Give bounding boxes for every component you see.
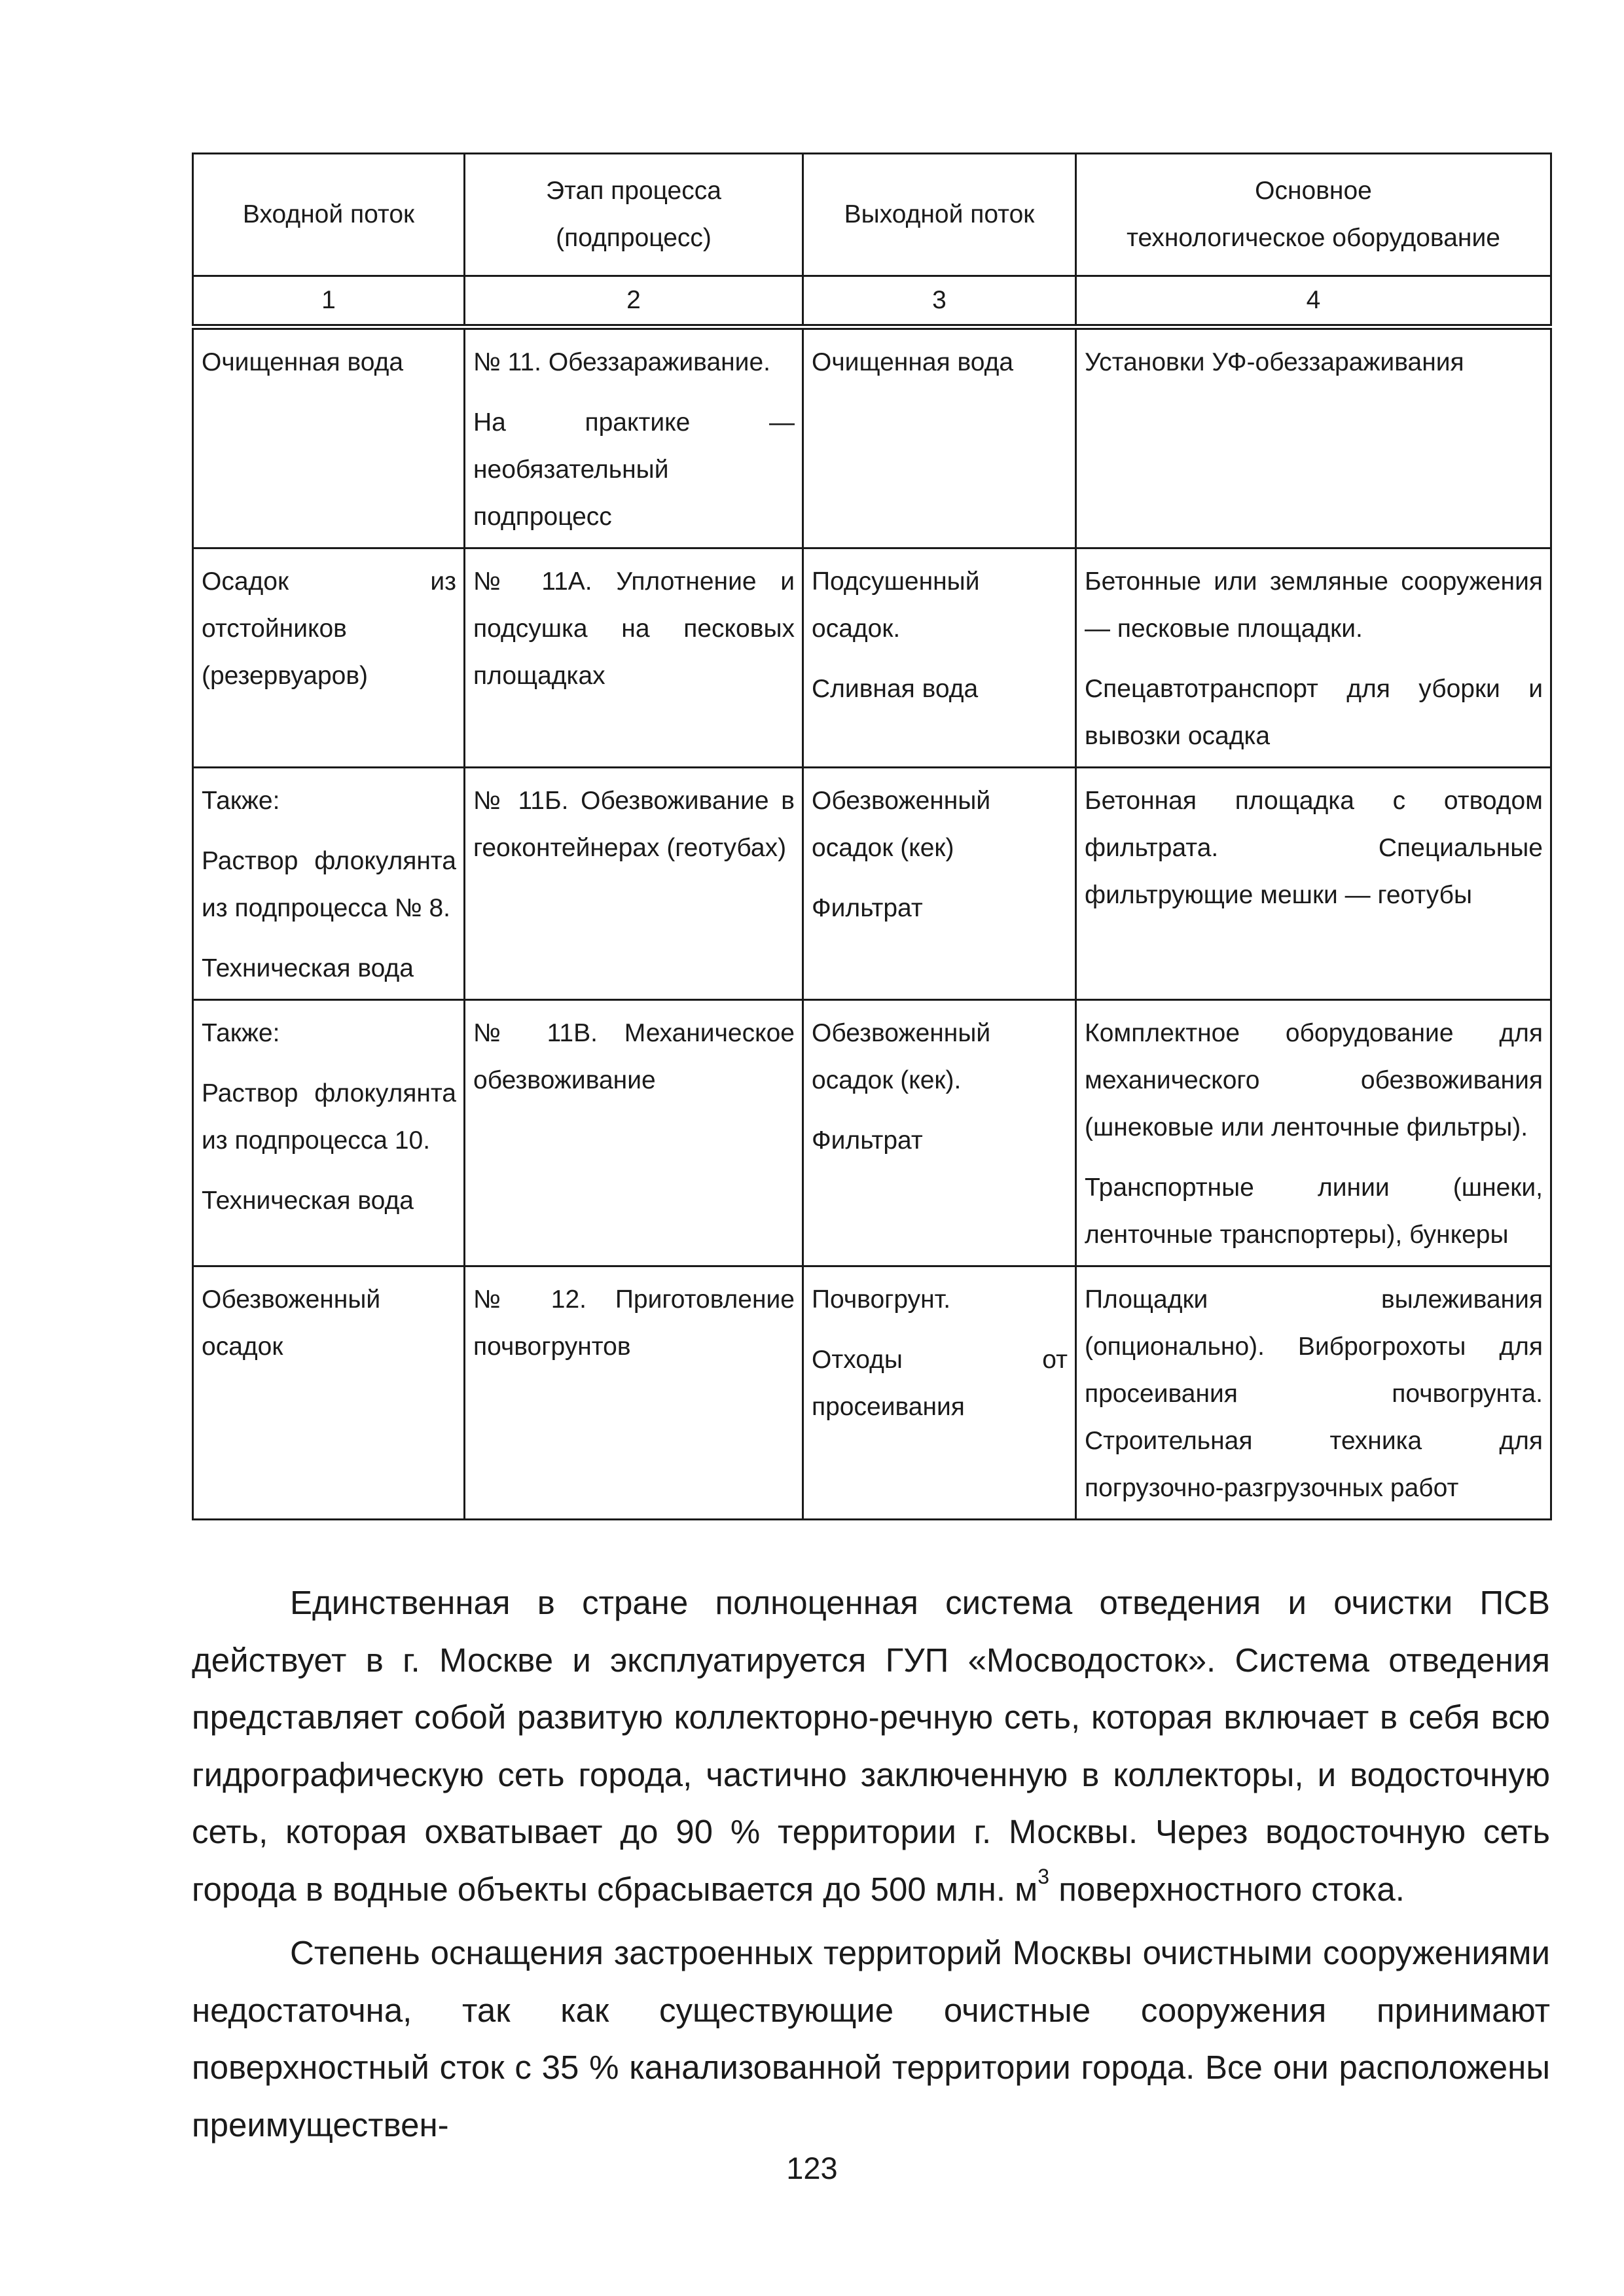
table-row xyxy=(193,548,1551,768)
output-cell: Подсушенный осадок. Сливная вода xyxy=(803,548,1076,768)
input-cell: Осадок из отстойников (резервуаров) xyxy=(193,548,465,768)
process-table xyxy=(192,152,1552,1520)
column-number: 4 xyxy=(1076,276,1551,327)
table-header-row xyxy=(193,154,1551,276)
body-paragraph: Единственная в стране полноценная система отведения и очистки ПСВ действует в г. Москве и эксплуатируется ГУП «Мосводосток». Система отведения представляет собой развитую коллекторно-речную сеть, которая включает в себя всю гидрографическую сеть города, частично заключенную в коллекторы, и водосточную сеть, которая охватывает до 90 % территории г. Москвы. Через водосточную сеть города в водные объекты сбрасывается до 500 млн. $м^3$ поверхностного стока. xyxy=(192,1584,1550,1908)
equipment-cell: Площадки вылеживания (опционально). Виброгрохоты для просеивания почвогрунта. Строительная техника для погрузочно-разгрузочных работ xyxy=(1076,1266,1551,1520)
header-process-stage: Этап процесса (подпроцесс) xyxy=(465,154,803,276)
header-equipment: Основное технологическое оборудование xyxy=(1076,154,1551,276)
input-cell: Также: Раствор флокулянта из подпроцесса 10. Техническая вода xyxy=(193,1000,465,1266)
body-text xyxy=(192,1574,1550,2153)
stage-cell: № 11Б. Обезвоживание в геоконтейнерах (геотубах) xyxy=(465,768,803,1000)
stage-cell: № 11А. Уплотнение и подсушка на песковых площадках xyxy=(465,548,803,768)
page-number: 123 xyxy=(786,2151,838,2185)
column-number: 3 xyxy=(803,276,1076,327)
column-number: 1 xyxy=(193,276,465,327)
table-row xyxy=(193,327,1551,548)
column-number-row xyxy=(193,276,1551,327)
header-output-flow: Выходной поток xyxy=(803,154,1076,276)
output-cell: Обезвоженный осадок (кек). Фильтрат xyxy=(803,1000,1076,1266)
table-row xyxy=(193,1000,1551,1266)
input-cell: Очищенная вода xyxy=(193,327,465,548)
table-row xyxy=(193,768,1551,1000)
body-paragraph: Степень оснащения застроенных территорий Москвы очистными сооружениями недостаточна, так как существующие очистные сооружения принимают поверхностный сток с 35 % канализованной территории города. Все они расположены преимуществен- xyxy=(192,1934,1550,2144)
equipment-cell: Бетонные или земляные сооружения — песковые площадки. Спецавтотранспорт для уборки и вывозки осадка xyxy=(1076,548,1551,768)
input-cell: Обезвоженный осадок xyxy=(193,1266,465,1520)
output-cell: Очищенная вода xyxy=(803,327,1076,548)
superscript-exponent: 3 xyxy=(1038,1864,1050,1888)
stage-cell: № 12. Приготовление почвогрунтов xyxy=(465,1266,803,1520)
input-cell: Также: Раствор флокулянта из подпроцесса № 8. Техническая вода xyxy=(193,768,465,1000)
stage-cell: № 11. Обеззараживание. На практике — необязательный подпроцесс xyxy=(465,327,803,548)
stage-cell: № 11В. Механическое обезвоживание xyxy=(465,1000,803,1266)
output-cell: Почвогрунт. Отходы от просеивания xyxy=(803,1266,1076,1520)
equipment-cell: Установки УФ-обеззараживания xyxy=(1076,327,1551,548)
equipment-cell: Бетонная площадка с отводом фильтрата. Специальные фильтрующие мешки — геотубы xyxy=(1076,768,1551,1000)
table-row xyxy=(193,1266,1551,1520)
header-input-flow: Входной поток xyxy=(193,154,465,276)
equipment-cell: Комплектное оборудование для механического обезвоживания (шнековые или ленточные фильтры). Транспортные линии (шнеки, ленточные транспортеры), бункеры xyxy=(1076,1000,1551,1266)
output-cell: Обезвоженный осадок (кек) Фильтрат xyxy=(803,768,1076,1000)
column-number: 2 xyxy=(465,276,803,327)
